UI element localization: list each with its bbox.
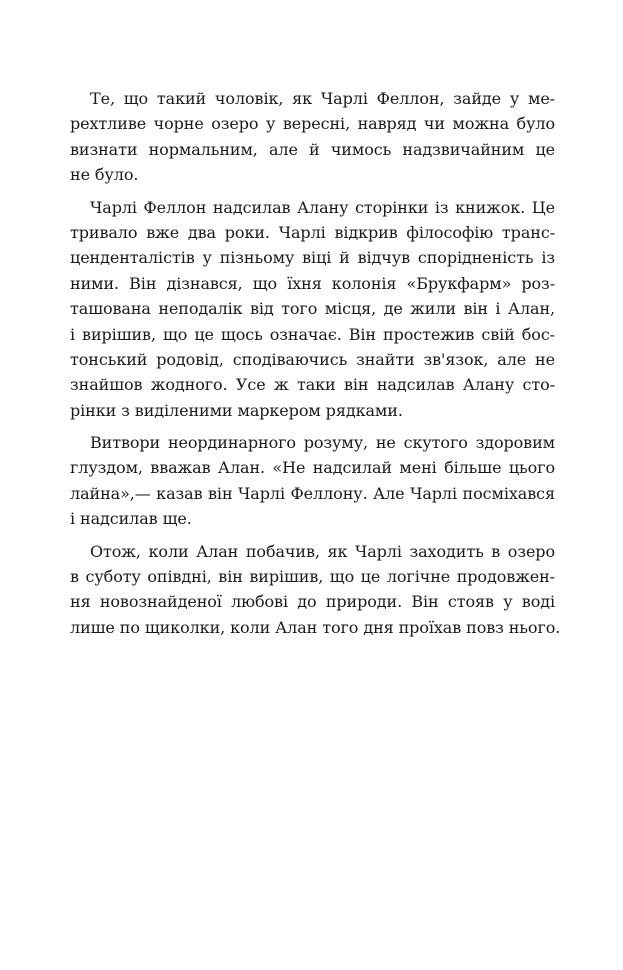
- text-line: Чарлі Феллон надсилав Алану сторінки із книжок. Це: [90, 197, 555, 217]
- text-line: Те, що такий чоловік, як Чарлі Феллон, зайде у ме-: [90, 89, 555, 108]
- text-line: ними. Він дізнався, що їхня колонія «Брукфарм» роз-: [70, 273, 555, 293]
- text-line: ня новознайденої любові до природи. Він стояв у воді: [70, 592, 555, 612]
- text-line: ташована неподалік від того місця, де жили він і Алан,: [70, 299, 555, 319]
- text-line: цендентaлістів у пізньому віці й відчув спорідненість із: [70, 248, 555, 268]
- text-line: Отож, коли Алан побачив, як Чарлі заходить в озеро: [90, 541, 555, 561]
- text-line: і вирішив, що це щось означає. Він простежив свій бос-: [70, 324, 555, 344]
- text-line: рехтливе чорне озеро у вересні, навряд чи можна було: [70, 114, 555, 134]
- text-line: лише по щиколки, коли Алан того дня проїхав повз нього.: [70, 617, 561, 637]
- paragraph-2: [70, 195, 555, 424]
- paragraph-4: [70, 539, 561, 641]
- text-line: тривало вже два роки. Чарлі відкрив філософію транс-: [70, 222, 555, 242]
- text-line: глуздом, вважав Алан. «Не надсилай мені більше цього: [70, 458, 555, 478]
- text-line: і надсилав ще.: [70, 509, 192, 529]
- text-line: Витвори неординарного розуму, не скутого здоровим: [90, 433, 555, 453]
- body-text: [70, 86, 561, 640]
- text-line: рінки з виділеними маркером рядками.: [70, 400, 403, 420]
- paragraph-1: [70, 86, 555, 188]
- text-line: тонський родовід, сподіваючись знайти зв'язок, але не: [70, 349, 555, 369]
- text-line: лайна»,— казав він Чарлі Феллону. Але Чарлі посміхався: [70, 483, 555, 503]
- paragraph-3: [70, 430, 555, 532]
- text-line: в суботу опівдні, він вирішив, що це логічне продовжен-: [70, 567, 555, 587]
- text-line: знайшов жодного. Усе ж таки він надсилав Алану сто-: [70, 375, 555, 395]
- text-line: не було.: [70, 165, 139, 185]
- text-line: визнати нормальним, але й чимось надзвичайним це: [70, 139, 555, 159]
